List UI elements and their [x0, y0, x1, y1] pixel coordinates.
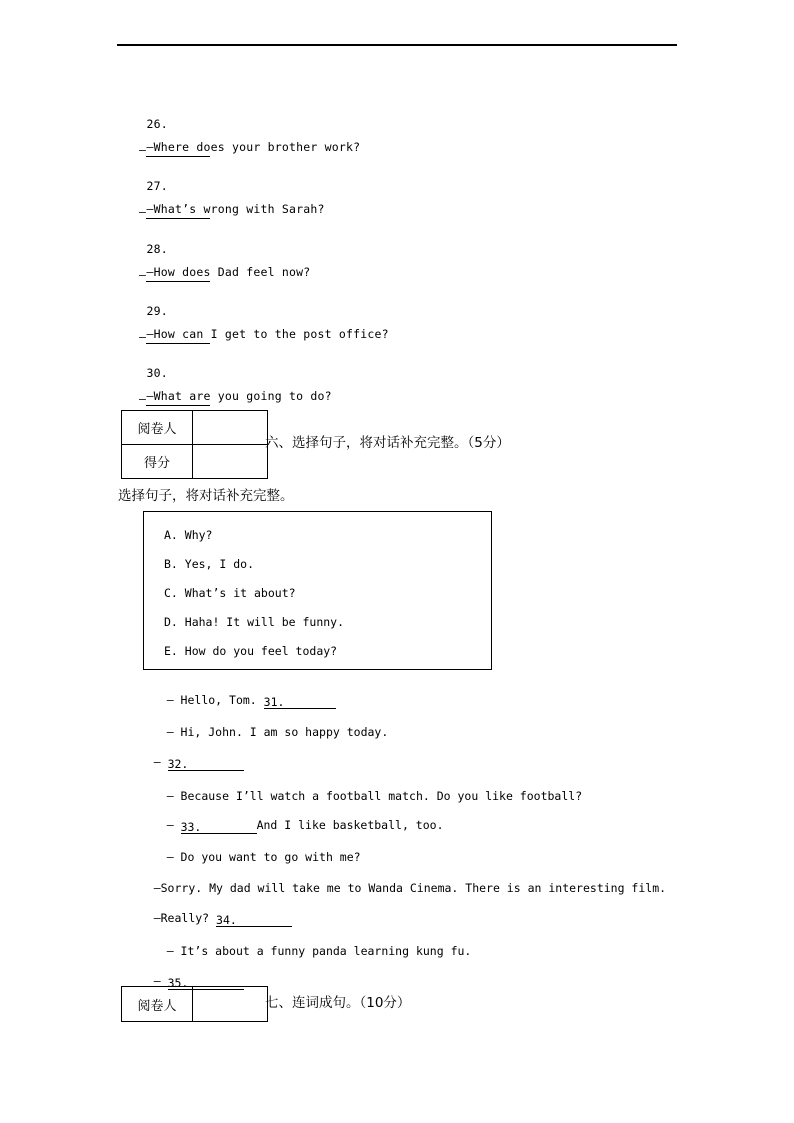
option-a[interactable]: A. Why? [164, 528, 213, 542]
score-label-cell: 得分 [122, 445, 193, 479]
answer-blank-28[interactable] [139, 266, 210, 284]
option-b[interactable]: B. Yes, I do. [164, 557, 255, 571]
score-table-section-six [121, 410, 268, 479]
header-divider [117, 44, 677, 46]
dialogue-text: — Do you want to go with me? [166, 849, 361, 864]
question-28-number: 28. [146, 241, 168, 256]
answer-dash: — [139, 330, 146, 344]
question-26-text: —Where does your brother work? [146, 139, 361, 154]
write-in-blank[interactable] [146, 394, 210, 406]
dialogue-line-6 [139, 840, 361, 875]
write-in-blank[interactable] [146, 332, 210, 344]
grader-value-cell[interactable] [193, 987, 268, 1022]
table-row [122, 445, 268, 479]
answer-dash: — [139, 392, 146, 406]
question-27-text: —What’s wrong with Sarah? [146, 201, 325, 216]
write-in-blank[interactable] [146, 270, 210, 282]
dialogue-text: —Sorry. My dad will take me to Wanda Cinema. There is an interesting film. [153, 880, 667, 895]
dialogue-text: —Really? [153, 910, 217, 925]
dialogue-text: — Because I’ll watch a football match. Do you like football? [166, 788, 583, 803]
score-table-section-seven [121, 986, 268, 1022]
sentence-options-box [143, 511, 492, 670]
dialogue-blank-32[interactable]: 32. [168, 759, 244, 772]
dialogue-text: — [153, 973, 168, 988]
dialogue-text: — Hello, Tom. [166, 692, 264, 707]
dialogue-blank-35[interactable]: 35. [168, 978, 244, 991]
dialogue-text-after: And I like basketball, too. [256, 817, 444, 832]
dialogue-line-8 [126, 901, 292, 939]
section-six-instruction: 选择句子，将对话补充完整。 [118, 488, 294, 504]
option-d[interactable]: D. Haha! It will be funny. [164, 615, 345, 629]
answer-blank-30[interactable] [139, 390, 210, 408]
write-in-blank[interactable] [146, 145, 210, 157]
dialogue-text: — It’s about a funny panda learning kung fu. [166, 943, 472, 958]
section-six-heading: 六、选择句子，将对话补充完整。（5分） [265, 435, 510, 451]
answer-blank-29[interactable] [139, 328, 210, 346]
table-row [122, 411, 268, 445]
section-seven-heading: 七、连词成句。（10分） [265, 995, 411, 1011]
option-c[interactable]: C. What’s it about? [164, 586, 296, 600]
dialogue-blank-34[interactable]: 34. [216, 915, 292, 928]
dialogue-text: — [153, 754, 168, 769]
grader-value-cell[interactable] [193, 411, 268, 445]
dialogue-line-3 [126, 745, 244, 783]
dialogue-blank-31[interactable]: 31. [264, 697, 336, 710]
question-29-number: 29. [146, 303, 168, 318]
table-row [122, 987, 268, 1022]
question-28-text: —How does Dad feel now? [146, 264, 311, 279]
grader-label-cell: 阅卷人 [122, 987, 193, 1022]
answer-dash: — [139, 268, 146, 282]
score-value-cell[interactable] [193, 445, 268, 479]
dialogue-text: — [166, 817, 181, 832]
dialogue-blank-33[interactable]: 33. [181, 822, 257, 835]
write-in-blank[interactable] [146, 207, 210, 219]
question-26-number: 26. [146, 116, 168, 131]
option-e[interactable]: E. How do you feel today? [164, 644, 338, 658]
question-30-number: 30. [146, 365, 168, 380]
answer-dash: — [139, 205, 146, 219]
answer-dash: — [139, 143, 146, 157]
question-29-text: —How can I get to the post office? [146, 326, 389, 341]
question-27-number: 27. [146, 178, 168, 193]
dialogue-text: — Hi, John. I am so happy today. [166, 724, 389, 739]
grader-label-cell: 阅卷人 [122, 411, 193, 445]
answer-blank-27[interactable] [139, 203, 210, 221]
answer-blank-26[interactable] [139, 141, 210, 159]
question-30-text: —What are you going to do? [146, 388, 332, 403]
